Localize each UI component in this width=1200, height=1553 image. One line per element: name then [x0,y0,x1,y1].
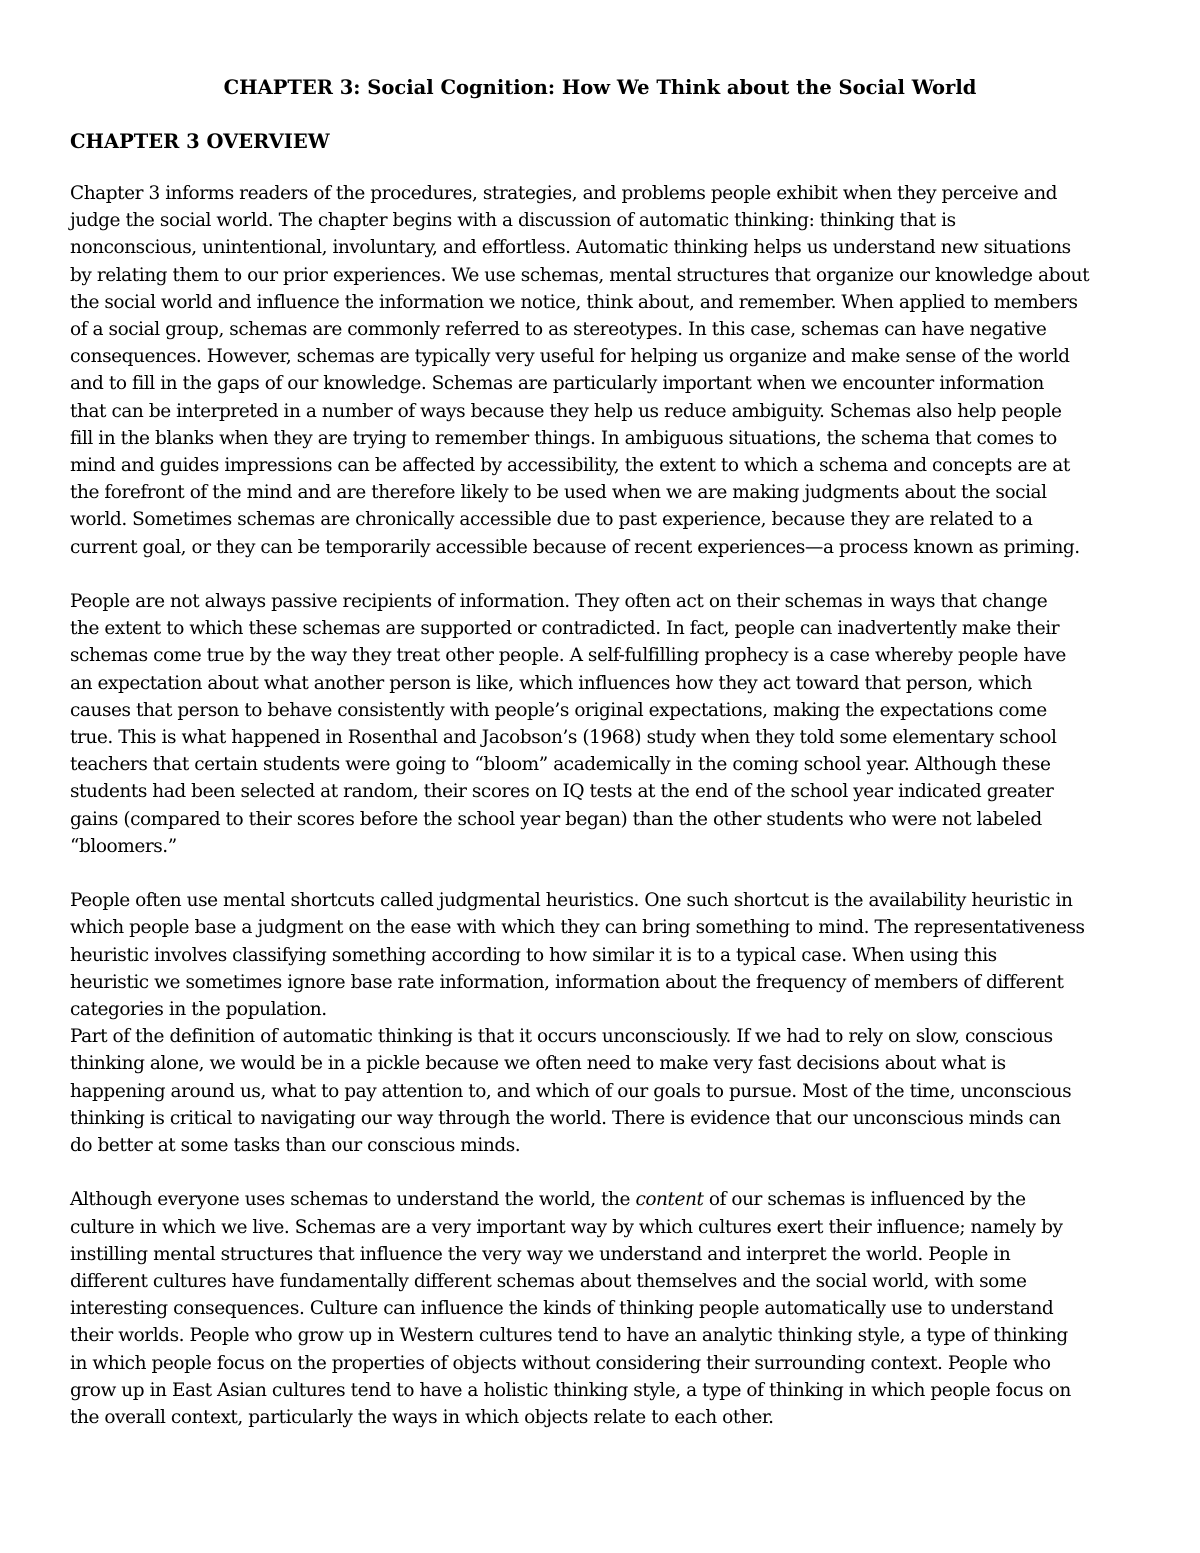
text-line: causes that person to behave consistently with people’s original expectations, making the expectations come [70,699,1047,721]
text-line: in which people focus on the properties of objects without considering their surrounding context. People who [70,1352,1051,1374]
text-line: an expectation about what another person is like, which influences how they act toward that person, which [70,672,1032,694]
text-line: the forefront of the mind and are therefore likely to be used when we are making judgments about the social [70,482,1047,504]
paragraph-4 [70,1023,1140,1159]
chapter-title: CHAPTER 3: Social Cognition: How We Think about the Social World [223,76,977,99]
text-line: do better at some tasks than our conscious minds. [70,1135,521,1157]
text-line: interesting consequences. Culture can influence the kinds of thinking people automatically use to understand [70,1298,1054,1320]
text-line: different cultures have fundamentally different schemas about themselves and the social world, with some [70,1271,1027,1293]
text-line: thinking alone, we would be in a pickle because we often need to make very fast decisions about what is [70,1053,1006,1075]
text-line: current goal, or they can be temporarily accessible because of recent experiences—a process known as priming. [70,536,1080,558]
text-line: happening around us, what to pay attention to, and which of our goals to pursue. Most of the time, unconscious [70,1080,1072,1102]
text-line: “bloomers.” [70,835,177,857]
text-line: which people base a judgment on the ease with which they can bring something to mind. The representativeness [70,917,1085,939]
text-line: People often use mental shortcuts called judgmental heuristics. One such shortcut is the availability heuristic in [70,890,1073,912]
paragraph-gap [70,860,1140,887]
text-line: nonconscious, unintentional, involuntary, and effortless. Automatic thinking helps us understand new situations [70,237,1071,259]
paragraph-3 [70,887,1140,1023]
text-line: heuristic we sometimes ignore base rate information, information about the frequency of members of different [70,971,1064,993]
paragraph-gap [70,1159,1140,1186]
text-line: instilling mental structures that influence the very way we understand and interpret the world. People in [70,1243,1011,1265]
text-line: fill in the blanks when they are trying to remember things. In ambiguous situations, the schema that comes to [70,427,1057,449]
text-line: world. Sometimes schemas are chronically accessible due to past experience, because they are related to a [70,509,1033,531]
text-run: Although everyone uses schemas to understand the world, the [70,1189,636,1211]
paragraph-gap [70,561,1140,588]
text-line: gains (compared to their scores before the school year began) than the other students who were not labeled [70,808,1042,830]
text-line: Chapter 3 informs readers of the procedures, strategies, and problems people exhibit when they perceive and [70,183,1058,204]
text-line: Part of the definition of automatic thinking is that it occurs unconsciously. If we had to rely on slow, conscious [70,1026,1053,1048]
text-line: judge the social world. The chapter begins with a discussion of automatic thinking: thinking that is [70,210,956,232]
text-line: consequences. However, schemas are typically very useful for helping us organize and make sense of the world [70,346,1070,368]
text-line: that can be interpreted in a number of ways because they help us reduce ambiguity. Schemas also help people [70,400,1062,422]
text-line: of a social group, schemas are commonly referred to as stereotypes. In this case, schemas can have negative [70,319,1047,341]
overview-heading: CHAPTER 3 OVERVIEW [70,130,330,153]
text-line: and to fill in the gaps of our knowledge. Schemas are particularly important when we encounter information [70,373,1044,395]
document-body [70,180,1140,1431]
text-run: of our schemas is influenced by the [703,1189,1026,1211]
text-line: schemas come true by the way they treat other people. A self-fulfilling prophecy is a case whereby people have [70,645,1066,667]
text-line: heuristic involves classifying something according to how similar it is to a typical case. When using this [70,944,997,966]
paragraph-5 [70,1186,1140,1431]
emphasized-word: content [635,1189,704,1211]
text-line: students had been selected at random, their scores on IQ tests at the end of the school year indicated greater [70,781,1054,803]
text-line: true. This is what happened in Rosenthal and Jacobson’s (1968) study when they told some elementary school [70,727,1057,749]
text-line: mind and guides impressions can be affected by accessibility, the extent to which a schema and concepts are at [70,455,1070,477]
text-line: People are not always passive recipients of information. They often act on their schemas in ways that change [70,591,1048,613]
text-line: the extent to which these schemas are supported or contradicted. In fact, people can inadvertently make their [70,618,1060,640]
text-line: thinking is critical to navigating our way through the world. There is evidence that our unconscious minds can [70,1107,1061,1129]
text-line: grow up in East Asian cultures tend to have a holistic thinking style, a type of thinking in which people focus on [70,1379,1071,1401]
paragraph-1 [70,180,1140,561]
text-line [70,1186,1140,1213]
text-line: by relating them to our prior experiences. We use schemas, mental structures that organize our knowledge about [70,264,1090,286]
text-line: categories in the population. [70,999,327,1021]
text-line: teachers that certain students were going to “bloom” academically in the coming school year. Although these [70,754,1051,776]
text-line: culture in which we live. Schemas are a very important way by which cultures exert their influence; namely by [70,1216,1063,1238]
paragraph-2 [70,588,1140,860]
text-line: the overall context, particularly the ways in which objects relate to each other. [70,1407,774,1429]
text-line: their worlds. People who grow up in Western cultures tend to have an analytic thinking style, a type of thinking [70,1325,1068,1347]
text-line: the social world and influence the information we notice, think about, and remember. When applied to members [70,291,1078,313]
